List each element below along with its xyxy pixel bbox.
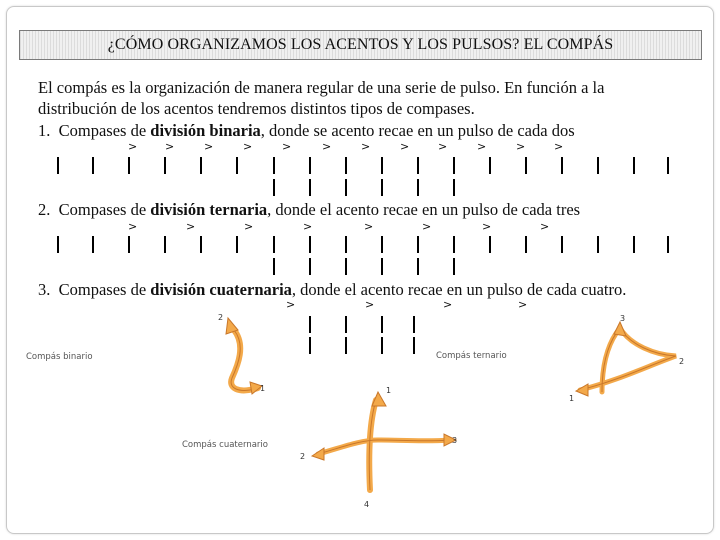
accent-mark: > xyxy=(204,140,214,153)
accent-mark: > xyxy=(516,140,526,153)
item-bold: división ternaria xyxy=(150,200,268,219)
beat-number: 1 xyxy=(260,384,266,393)
accent-mark: > xyxy=(243,140,253,153)
beat-number: 3 xyxy=(452,436,458,445)
binary-conducting-diagram xyxy=(226,318,262,394)
accent-mark: > xyxy=(365,298,375,311)
item-suffix: , donde el acento recae en un pulso de cada cuatro. xyxy=(291,280,627,299)
item-number: 3. xyxy=(38,280,51,299)
accent-mark: > xyxy=(361,140,371,153)
beat-number: 2 xyxy=(679,357,685,366)
item-number: 2. xyxy=(38,200,51,219)
item-prefix: Compases de xyxy=(58,121,151,140)
item-bold: división cuaternaria xyxy=(150,280,292,299)
beat-number: 2 xyxy=(300,452,306,461)
accent-mark: > xyxy=(443,298,453,311)
accent-mark: > xyxy=(554,140,564,153)
item-suffix: , donde el acento recae en un pulso de cada tres xyxy=(267,200,581,219)
item-number: 1. xyxy=(38,121,51,140)
intro-line-1: El compás es la organización de manera regular de una serie de pulso. En función a la xyxy=(38,78,605,97)
quaternary-conducting-path-horizontal xyxy=(318,440,450,454)
intro-line-2: distribución de los acentos tendremos distintos tipos de compases. xyxy=(38,99,475,118)
accent-mark: > xyxy=(482,220,492,233)
binary-conducting-path-edge xyxy=(231,330,258,390)
arrowhead-icon xyxy=(614,322,626,336)
slide-title: ¿CÓMO ORGANIZAMOS LOS ACENTOS Y LOS PULSOS? EL COMPÁS xyxy=(107,36,614,53)
beat-number: 1 xyxy=(569,394,575,403)
accent-mark: > xyxy=(540,220,550,233)
accent-mark: > xyxy=(364,220,374,233)
accent-mark: > xyxy=(286,298,296,311)
accent-mark: > xyxy=(282,140,292,153)
ternary-conducting-diagram xyxy=(576,322,676,396)
accent-mark: > xyxy=(186,220,196,233)
ternary-diagram-label: Compás ternario xyxy=(436,351,507,361)
quaternary-conducting-diagram xyxy=(312,392,456,490)
beat-number: 2 xyxy=(218,313,224,322)
quaternary-diagram-label: Compás cuaternario xyxy=(182,440,268,450)
accent-mark: > xyxy=(128,140,138,153)
binary-diagram-label: Compás binario xyxy=(26,352,93,362)
item-suffix: , donde se acento recae en un pulso de cada dos xyxy=(260,121,575,140)
accent-mark: > xyxy=(518,298,528,311)
beat-number: 4 xyxy=(364,500,370,509)
accent-mark: > xyxy=(165,140,175,153)
accent-mark: > xyxy=(400,140,410,153)
item-bold: división binaria xyxy=(150,121,261,140)
accent-mark: > xyxy=(438,140,448,153)
beat-number: 3 xyxy=(620,314,626,323)
arrowhead-icon xyxy=(576,384,588,396)
accent-mark: > xyxy=(244,220,254,233)
arrowhead-icon xyxy=(312,448,324,460)
accent-mark: > xyxy=(322,140,332,153)
item-prefix: Compases de xyxy=(58,200,151,219)
accent-mark: > xyxy=(422,220,432,233)
binary-conducting-path xyxy=(231,330,258,390)
beat-number: 1 xyxy=(386,386,392,395)
item-prefix: Compases de xyxy=(58,280,151,299)
accent-mark: > xyxy=(477,140,487,153)
accent-mark: > xyxy=(128,220,138,233)
accent-mark: > xyxy=(303,220,313,233)
